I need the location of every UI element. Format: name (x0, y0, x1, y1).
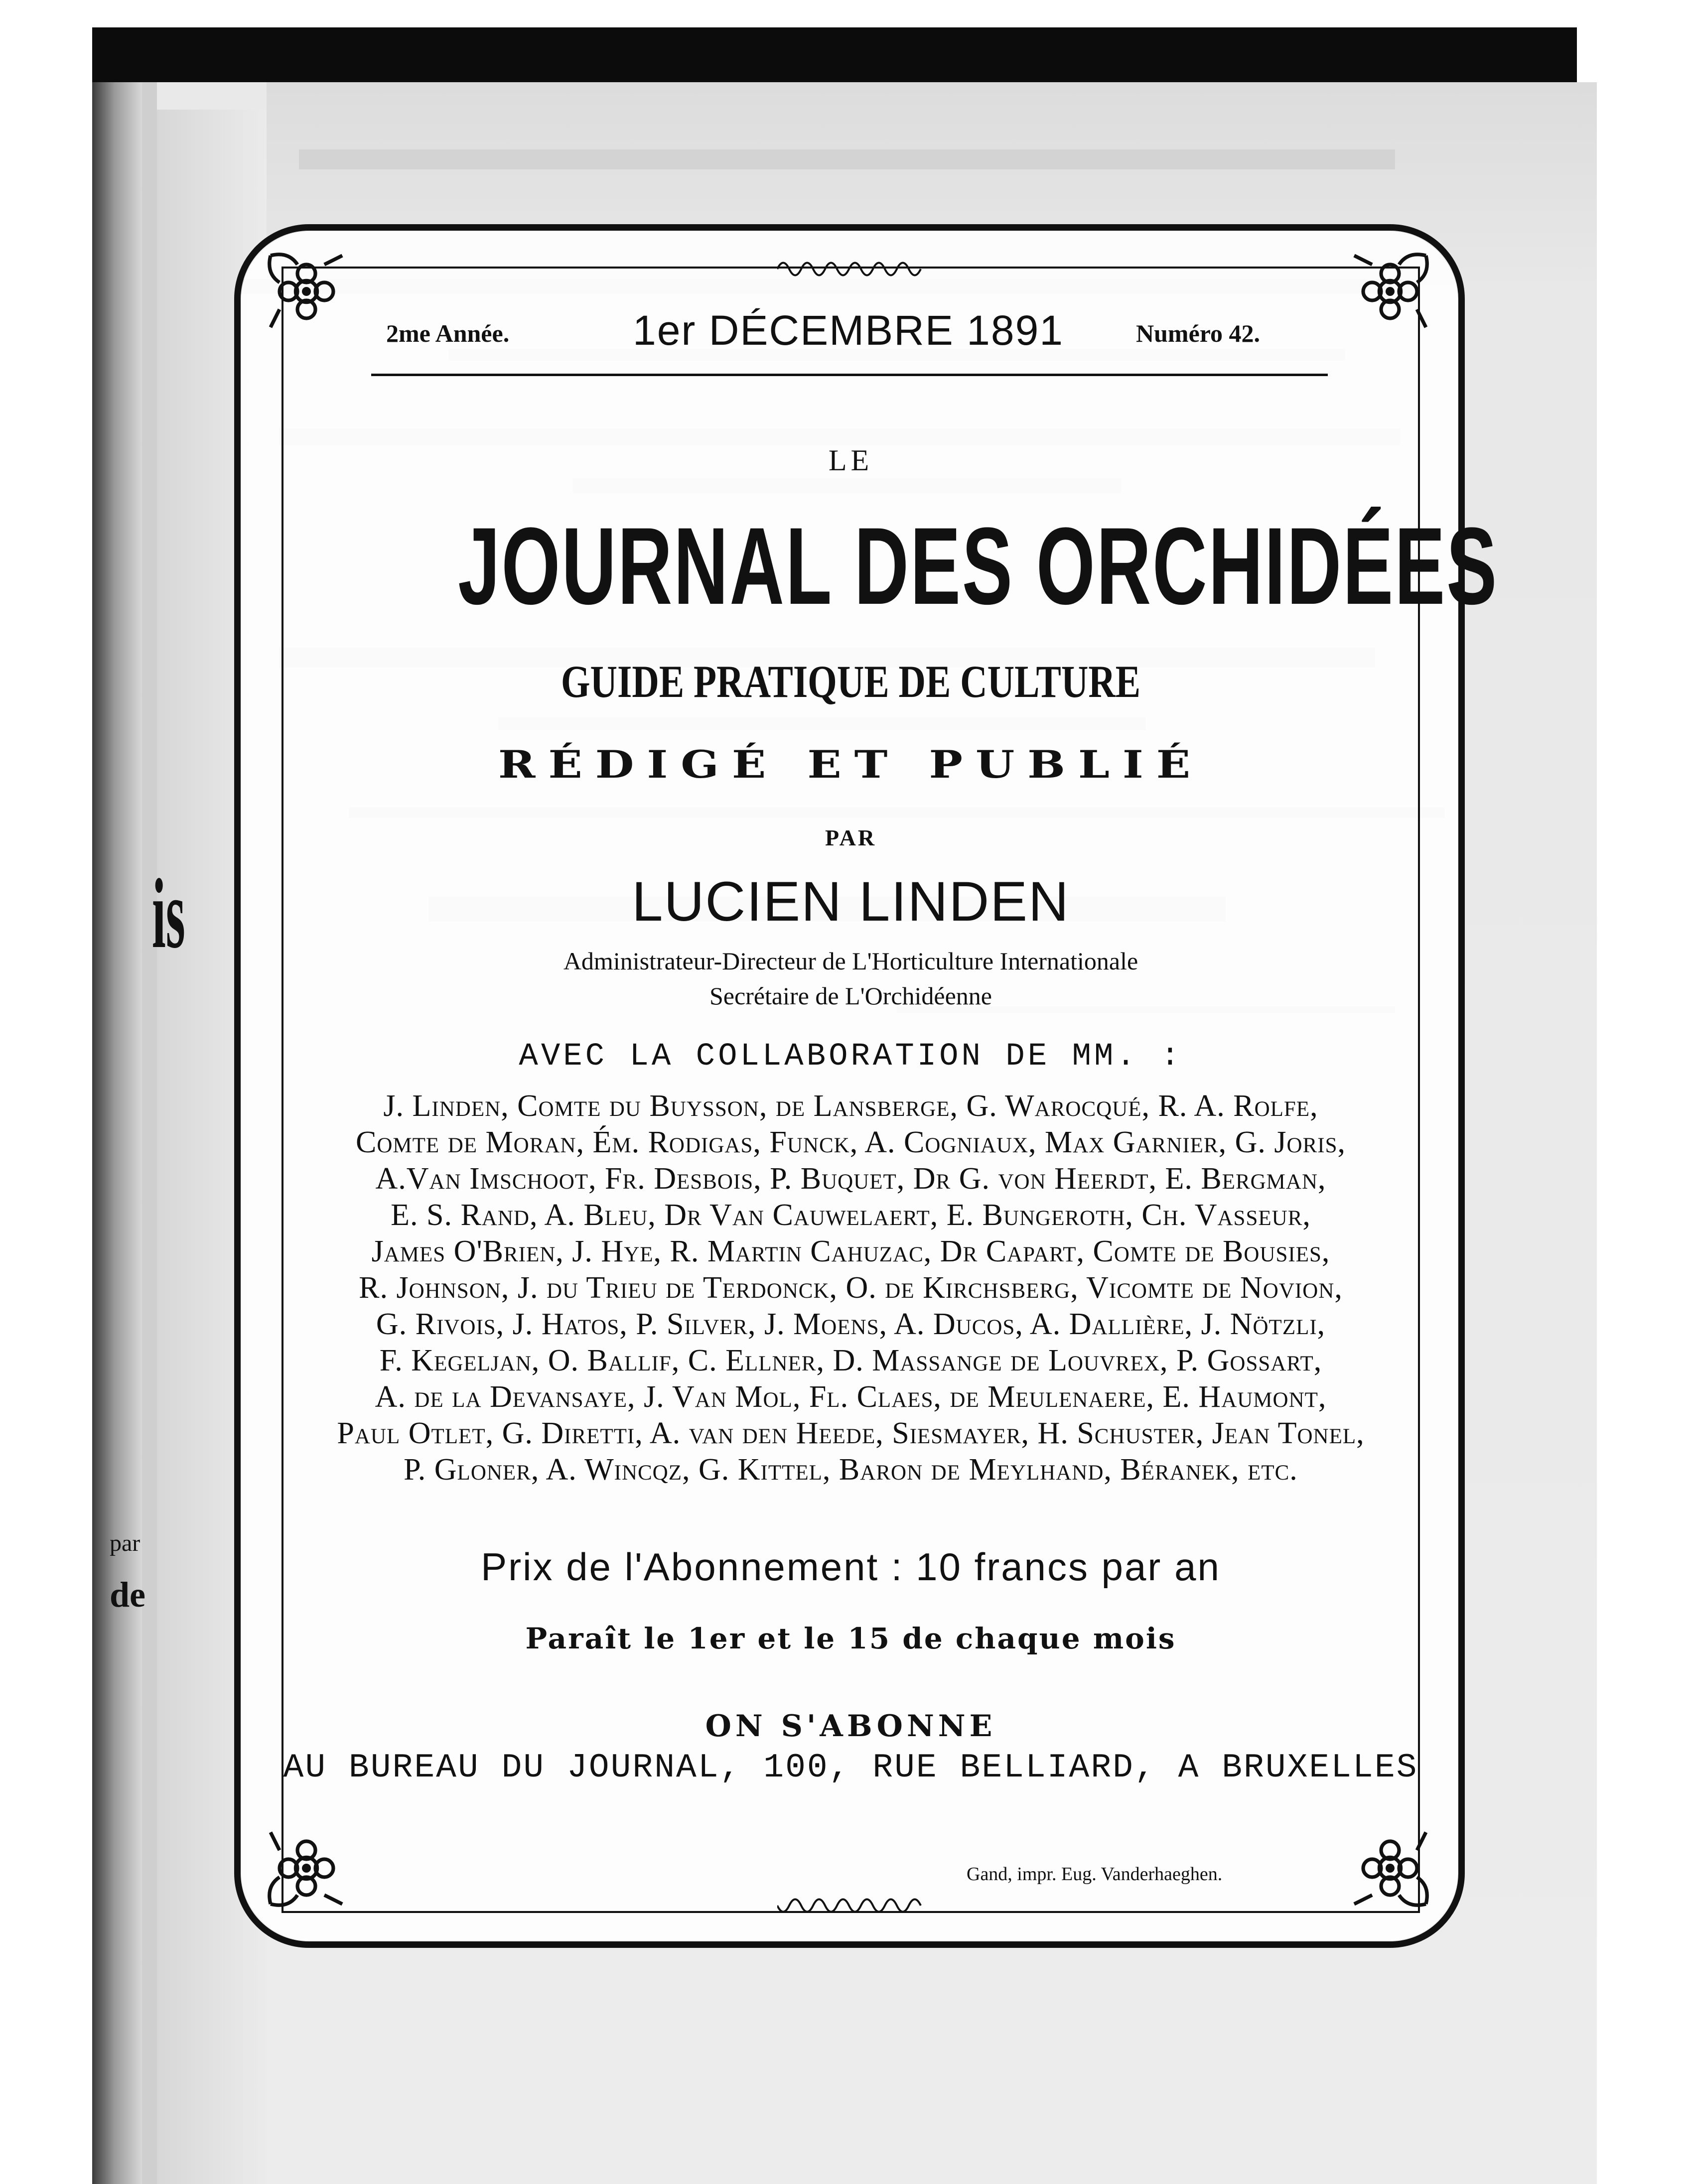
year-label: 2me Année. (386, 319, 510, 347)
corner-ornament-icon (1345, 1823, 1435, 1913)
collaborator-line: F. Kegeljan, O. Ballif, C. Ellner, D. Massange de Louvrex, P. Gossart, (379, 1344, 1322, 1377)
corner-ornament-icon (262, 1823, 351, 1913)
collaborator-line: James O'Brien, J. Hye, R. Martin Cahuzac, Dr Capart, Comte de Bousies, (371, 1234, 1330, 1268)
header-rule (371, 374, 1328, 376)
author-role-1: Administrateur-Directeur de L'Horticulture Internationale (563, 947, 1138, 975)
journal-title: JOURNAL DES ORCHIDÉES (458, 505, 1499, 627)
collaborator-line: P. Gloner, A. Wincqz, G. Kittel, Baron de Meylhand, Béranek, etc. (404, 1453, 1298, 1487)
squiggle-ornament-icon (777, 1896, 927, 1920)
book-gutter (92, 82, 142, 2184)
subscribe-heading: ON S'ABONNE (705, 1709, 996, 1744)
collaborator-line: A.Van Imschoot, Fr. Desbois, P. Buquet, Dr G. von Heerdt, E. Bergman, (375, 1162, 1326, 1196)
left-page-fragment: par (110, 1530, 141, 1556)
collaboration-heading: AVEC LA COLLABORATION DE MM. : (519, 1039, 1183, 1075)
collaborator-line: J. Linden, Comte du Buysson, de Lansberge, G. Warocqué, R. A. Rolfe, (383, 1089, 1318, 1123)
corner-ornament-icon (262, 247, 351, 336)
left-page-fragment: is (152, 859, 185, 969)
collaborator-line: Paul Otlet, G. Diretti, A. van den Heede, Siesmayer, H. Schuster, Jean Tonel, (337, 1416, 1365, 1450)
printer-credit: Gand, impr. Eug. Vanderhaeghen. (967, 1864, 1223, 1885)
scan-margin-right (1597, 82, 1690, 2184)
subscription-address: AU BUREAU DU JOURNAL, 100, RUE BELLIARD, A BRUXELLES (283, 1749, 1418, 1787)
collaborator-line: A. de la Devansaye, J. Van Mol, Fl. Claes, de Meulenaere, E. Haumont, (375, 1380, 1327, 1414)
issue-number: Numéro 42. (1136, 319, 1261, 347)
scanner-shadow-bar (92, 27, 1577, 82)
collaborator-line: Comte de Moran, Ém. Rodigas, Funck, A. Cogniaux, Max Garnier, G. Joris, (356, 1125, 1346, 1159)
scan-margin-left (0, 0, 92, 2184)
book-gutter-edge (142, 82, 157, 2184)
subtitle: GUIDE PRATIQUE DE CULTURE (561, 656, 1141, 707)
left-page-fragment: de (110, 1575, 145, 1615)
author-role-2: Secrétaire de L'Orchidéenne (709, 982, 992, 1010)
par-label: PAR (825, 825, 877, 850)
issue-date: 1er DÉCEMBRE 1891 (633, 307, 1064, 354)
scan-margin-top (0, 0, 1690, 30)
author-name: LUCIEN LINDEN (632, 870, 1070, 933)
collaborator-line: E. S. Rand, A. Bleu, Dr Van Cauwelaert, E. Bungeroth, Ch. Vasseur, (391, 1198, 1311, 1232)
collaborator-line: R. Johnson, J. du Trieu de Terdonck, O. de Kirchsberg, Vicomte de Novion, (359, 1271, 1343, 1305)
subscription-price: Prix de l'Abonnement : 10 francs par an (481, 1545, 1221, 1589)
article-le: LE (828, 444, 873, 477)
publication-frequency: Paraît le 1er et le 15 de chaque mois (525, 1622, 1176, 1655)
redige-et-publie: RÉDIGÉ ET PUBLIÉ (498, 742, 1204, 787)
corner-ornament-icon (1345, 247, 1435, 336)
squiggle-ornament-icon (777, 254, 927, 279)
collaborator-line: G. Rivois, J. Hatos, P. Silver, J. Moens, A. Ducos, A. Dallière, J. Nötzli, (376, 1307, 1326, 1341)
